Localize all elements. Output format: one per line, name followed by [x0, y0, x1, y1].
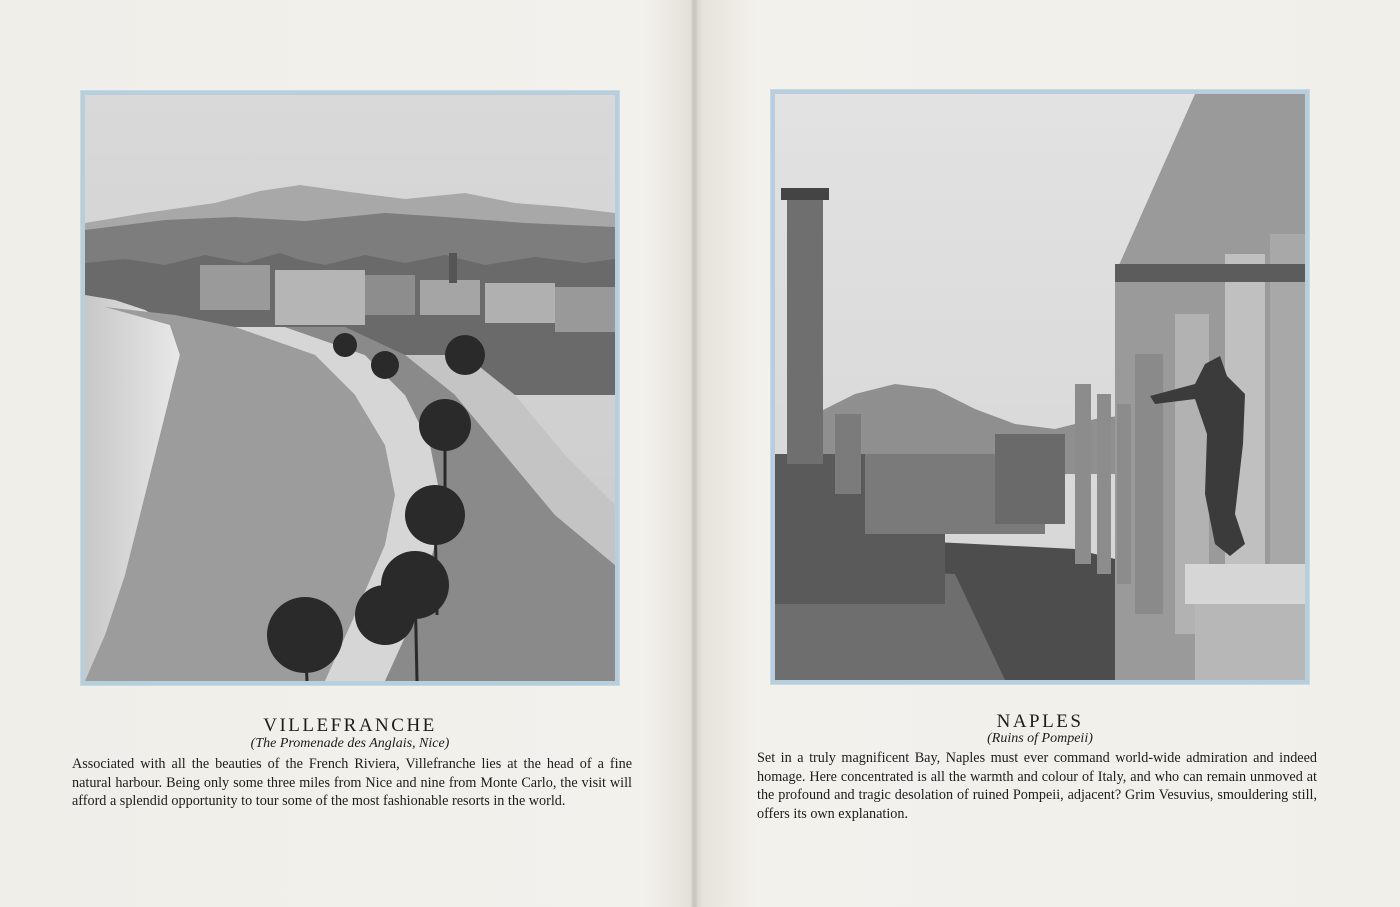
pompeii-ruins-photo — [775, 94, 1305, 680]
naples-photo-frame — [771, 90, 1309, 684]
naples-title: NAPLES — [996, 711, 1084, 732]
nice-promenade-photo — [85, 95, 615, 681]
naples-description: Set in a truly magnificent Bay, Naples must ever command world-wide admiration and indeed homage. Here concentrated is all the warmth and colour of Italy, and who can remain unmoved at the profound and tragic desolation of ruined Pompeii, adjacent? Grim Vesuvius, smouldering still, offers its own explanation. — [757, 750, 1317, 822]
villefranche-description: Associated with all the beauties of the French Riviera, Villefranche lies at the head of a fine natural harbour. Being only some three miles from Nice and nine from Monte Carlo, the visit will afford a splendid opportunity to tour some of the most fashionable resorts in the world. — [72, 756, 632, 809]
naples-caption: (Ruins of Pompeii) — [987, 731, 1093, 746]
left-page — [0, 0, 694, 907]
villefranche-caption: (The Promenade des Anglais, Nice) — [250, 736, 450, 751]
villefranche-title: VILLEFRANCHE — [263, 715, 437, 736]
villefranche-photo-frame — [81, 91, 619, 685]
right-page — [698, 0, 1400, 907]
